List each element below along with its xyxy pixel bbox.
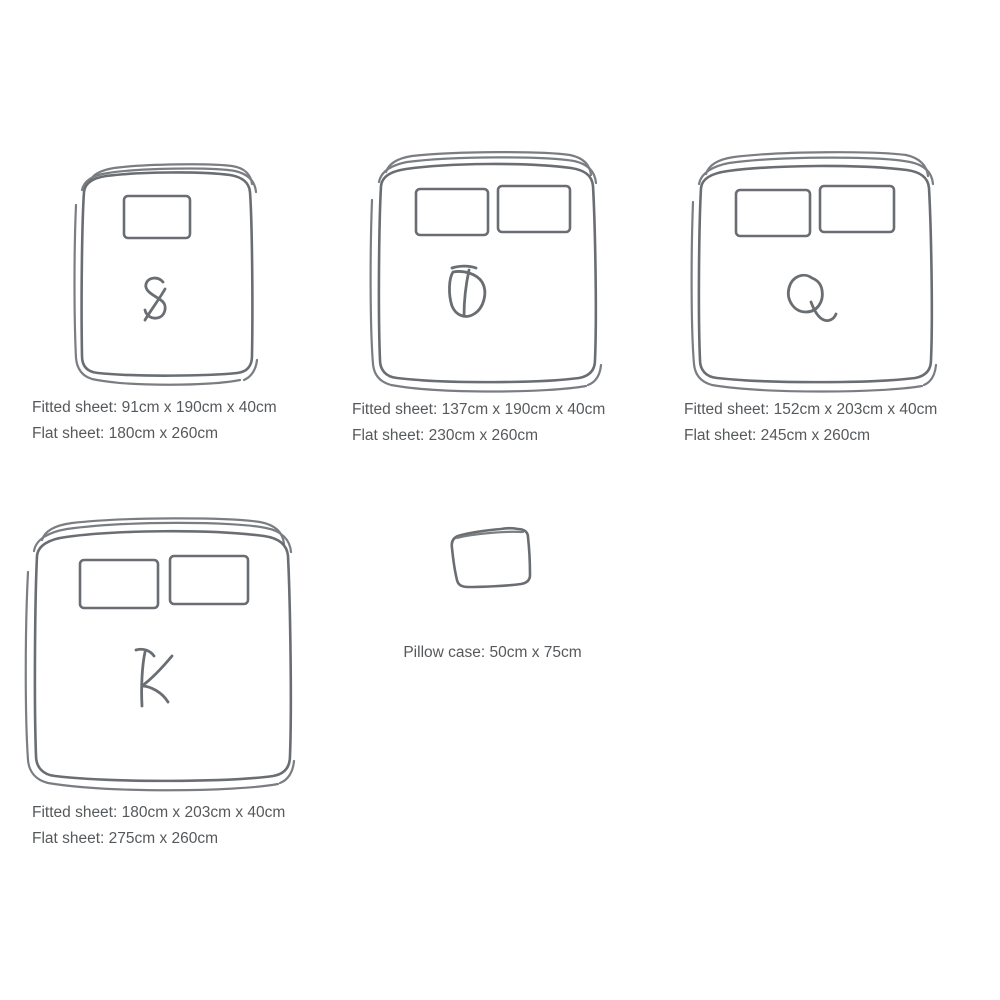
single-flat-sheet-text: Flat sheet: 180cm x 260cm [32, 425, 219, 442]
pillow-case-text: Pillow case: 50cm x 75cm [403, 644, 582, 661]
queen-bed-illustration [684, 142, 944, 397]
king-bed-illustration [12, 510, 312, 800]
double-bed-caption [352, 397, 672, 449]
queen-flat-sheet-text: Flat sheet: 245cm x 260cm [684, 427, 871, 444]
bed-card-double [352, 142, 672, 449]
queen-bed-caption [684, 397, 1000, 449]
king-flat-sheet-text: Flat sheet: 275cm x 260cm [32, 830, 219, 847]
pillow-case-caption [385, 640, 600, 666]
bed-card-queen [684, 142, 1000, 449]
single-fitted-sheet-text: Fitted sheet: 91cm x 190cm x 40cm [32, 399, 277, 416]
king-fitted-sheet-text: Fitted sheet: 180cm x 203cm x 40cm [32, 804, 286, 821]
queen-fitted-sheet-text: Fitted sheet: 152cm x 203cm x 40cm [684, 401, 938, 418]
king-bed-caption [32, 800, 352, 852]
single-bed-caption [32, 395, 332, 447]
single-bed-illustration [32, 150, 292, 395]
double-flat-sheet-text: Flat sheet: 230cm x 260cm [352, 427, 539, 444]
bed-card-king [12, 510, 352, 852]
double-fitted-sheet-text: Fitted sheet: 137cm x 190cm x 40cm [352, 401, 606, 418]
pillow-case-card [385, 520, 600, 666]
bed-card-single [32, 150, 332, 447]
pillow-case-illustration [433, 520, 553, 600]
double-bed-illustration [352, 142, 612, 397]
